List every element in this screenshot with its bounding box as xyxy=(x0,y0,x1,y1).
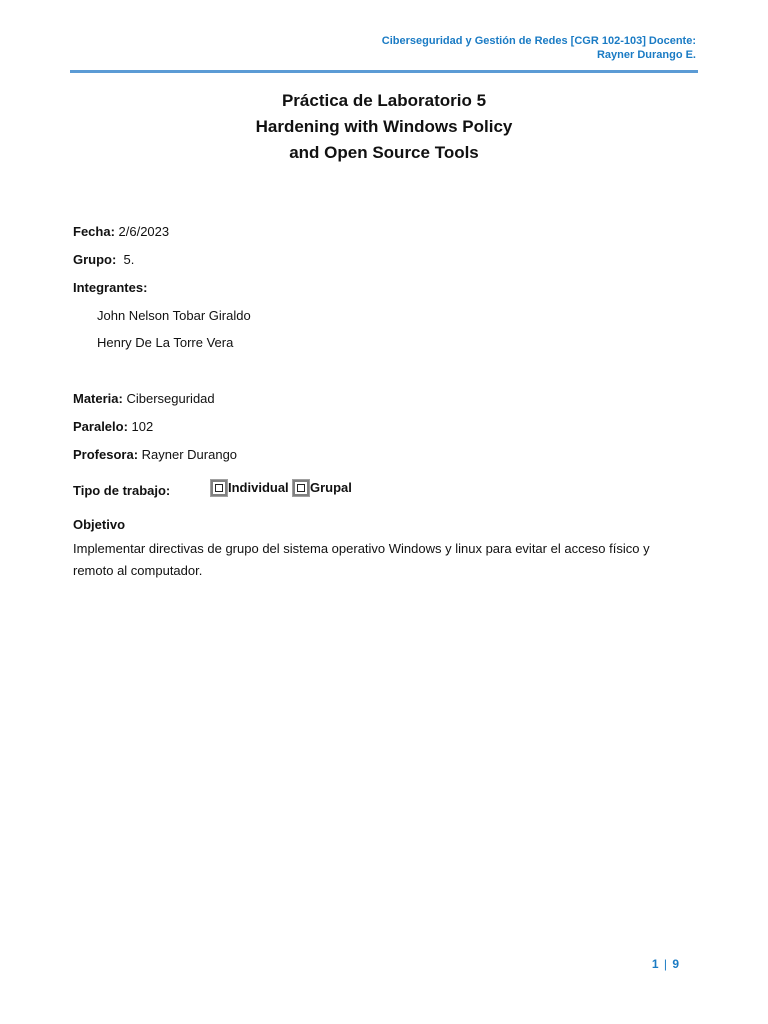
checkbox-box-icon xyxy=(215,484,223,492)
title-line-3: and Open Source Tools xyxy=(289,143,479,162)
header-line-2: Rayner Durango E. xyxy=(596,49,696,61)
page-number xyxy=(652,957,679,971)
total-pages: 9 xyxy=(672,957,679,971)
field-integrantes xyxy=(73,280,147,296)
member-item: Henry De La Torre Vera xyxy=(97,335,234,350)
field-profesora-value: Rayner Durango xyxy=(138,447,238,462)
member-item: John Nelson Tobar Giraldo xyxy=(97,308,251,323)
tipo-trabajo xyxy=(73,478,473,500)
field-grupo xyxy=(73,252,134,268)
title-line-1: Práctica de Laboratorio 5 xyxy=(281,91,487,110)
page-header xyxy=(176,34,696,62)
title-line-2: Hardening with Windows Policy xyxy=(255,117,513,136)
option-grupal[interactable] xyxy=(293,478,352,498)
field-paralelo xyxy=(73,419,153,435)
field-materia-value: Ciberseguridad xyxy=(122,391,215,406)
header-line-1: Ciberseguridad y Gestión de Redes [CGR 102-103] Docente: xyxy=(381,35,696,47)
option-grupal-label: Grupal xyxy=(310,480,352,495)
tipo-trabajo-label: Tipo de trabajo: xyxy=(73,483,171,498)
field-fecha-label: Fecha: xyxy=(73,224,115,239)
header-rule xyxy=(70,70,698,73)
checkbox-grupal[interactable] xyxy=(293,480,309,496)
option-individual[interactable] xyxy=(211,478,289,498)
field-grupo-label: Grupo: xyxy=(73,252,117,267)
field-profesora xyxy=(73,447,237,463)
field-paralelo-label: Paralelo: xyxy=(73,419,128,434)
field-materia-label: Materia: xyxy=(73,391,123,406)
field-materia xyxy=(73,391,215,407)
document-title xyxy=(0,88,768,166)
field-integrantes-label: Integrantes: xyxy=(73,280,148,295)
objective-text: Implementar directivas de grupo del sistema operativo Windows y linux para evitar el acceso físico y remoto al computador. xyxy=(73,541,650,578)
checkbox-individual[interactable] xyxy=(211,480,227,496)
option-individual-label: Individual xyxy=(228,480,289,495)
page-separator: | xyxy=(663,957,667,971)
current-page: 1 xyxy=(651,957,659,971)
field-fecha xyxy=(73,224,169,240)
objective-heading: Objetivo xyxy=(73,517,126,532)
field-profesora-label: Profesora: xyxy=(73,447,139,462)
field-paralelo-value: 102 xyxy=(127,419,154,434)
checkbox-box-icon xyxy=(297,484,305,492)
field-fecha-value: 2/6/2023 xyxy=(114,224,170,239)
field-grupo-value: 5. xyxy=(116,252,135,267)
